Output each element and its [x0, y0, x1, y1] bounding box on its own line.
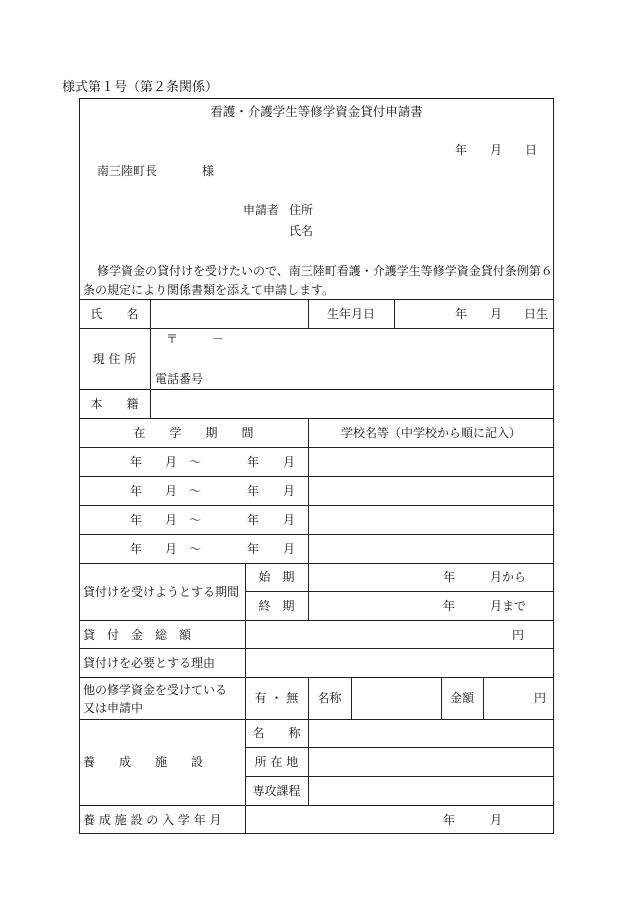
- form-number: 様式第１号（第２条関係）: [62, 80, 219, 95]
- loan-total-label: 貸 付 金 総 額: [83, 628, 192, 642]
- applicant-label: 申請者: [243, 203, 280, 217]
- edu-start-year: 年: [130, 455, 143, 469]
- applicant-address-label: 住所: [289, 203, 314, 217]
- edu-start-year: 年: [130, 484, 143, 498]
- date-year-label: 年: [455, 143, 468, 157]
- enrollment-month: 月: [490, 813, 503, 827]
- birth-month-label: 月: [490, 307, 503, 321]
- statement-line-2: 条の規定により関係書類を添えて申請します。: [83, 283, 335, 297]
- other-amount-unit: 円: [534, 691, 547, 705]
- edu-end-month: 月: [283, 513, 296, 527]
- edu-start-month: 月 ～: [165, 542, 202, 556]
- phone-label: 電話番号: [155, 372, 204, 386]
- edu-end-year: 年: [247, 513, 260, 527]
- recipient-honorific: 様: [202, 164, 215, 178]
- domicile-row-label: 本 籍: [90, 397, 139, 411]
- name-field[interactable]: [150, 300, 308, 328]
- school-name-header: 学校名等（中学校から順に記入）: [340, 426, 521, 440]
- birth-year-label: 年: [455, 307, 468, 321]
- date-day-label: 日: [525, 143, 538, 157]
- loan-start-year: 年: [443, 570, 456, 584]
- loan-start-month: 月から: [490, 570, 527, 584]
- enrollment-label: 養 成 施 設 の 入 学 年 月: [83, 813, 222, 827]
- recipient-name: 南三陸町長: [97, 164, 158, 178]
- loan-reason-label: 貸付けを必要とする理由: [83, 656, 216, 670]
- birthdate-label: 生年月日: [326, 307, 375, 321]
- postal-mark: 〒: [166, 332, 179, 346]
- birth-day-label: 日生: [524, 307, 549, 321]
- address-row-label: 現 住 所: [92, 352, 137, 366]
- edu-end-month: 月: [283, 455, 296, 469]
- education-period-header: 在 学 期 間: [133, 426, 254, 440]
- edu-end-year: 年: [247, 455, 260, 469]
- edu-start-year: 年: [130, 513, 143, 527]
- edu-start-month: 月 ～: [165, 513, 202, 527]
- edu-end-year: 年: [247, 542, 260, 556]
- edu-end-month: 月: [283, 542, 296, 556]
- other-scholarship-label-2: 又は申請中: [83, 701, 144, 715]
- name-row-label: 氏 名: [90, 307, 139, 321]
- edu-start-month: 月 ～: [165, 455, 202, 469]
- edu-start-year: 年: [130, 542, 143, 556]
- applicant-name-label: 氏名: [289, 224, 314, 238]
- edu-end-year: 年: [247, 484, 260, 498]
- date-month-label: 月: [490, 143, 503, 157]
- other-scholarship-label-1: 他の修学資金を受けている: [83, 683, 228, 697]
- edu-start-month: 月 ～: [165, 484, 202, 498]
- facility-name-label: 名 称: [252, 726, 301, 740]
- statement-line-1: 修学資金の貸付けを受けたいので、南三陸町看護・介護学生等修学資金貸付条例第６: [97, 264, 553, 278]
- postal-dash: －: [212, 332, 225, 346]
- yes-no-choice[interactable]: 有 ・ 無: [254, 691, 299, 705]
- facility-course-label: 専攻課程: [252, 784, 301, 798]
- facility-label: 養 成 施 設: [83, 755, 204, 769]
- loan-end-label: 終 期: [258, 599, 295, 613]
- loan-end-month: 月まで: [490, 599, 527, 613]
- facility-location-label: 所 在 地: [254, 755, 299, 769]
- enrollment-year: 年: [443, 813, 456, 827]
- other-name-label: 名称: [317, 691, 342, 705]
- loan-period-label: 貸付けを受けようとする期間: [83, 585, 240, 599]
- other-amount-label: 金額: [449, 691, 474, 705]
- form-title: 看護・介護学生等修学資金貸付申請書: [210, 104, 423, 119]
- loan-total-unit: 円: [512, 628, 525, 642]
- edu-end-month: 月: [283, 484, 296, 498]
- loan-end-year: 年: [443, 599, 456, 613]
- loan-start-label: 始 期: [258, 570, 295, 584]
